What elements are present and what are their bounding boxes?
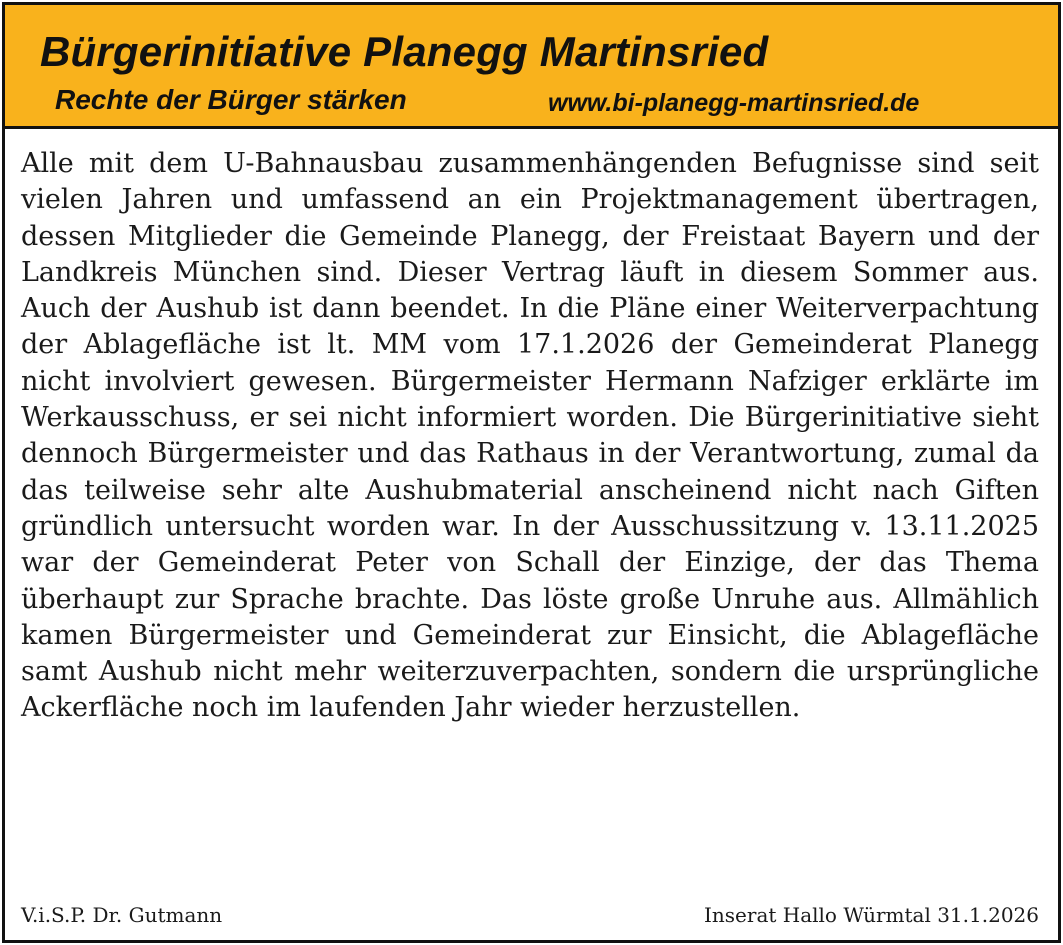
- publication-note: Inserat Hallo Würmtal 31.1.2026: [704, 903, 1039, 927]
- header-banner: [5, 5, 1058, 129]
- footer: [21, 900, 1039, 930]
- slogan: Rechte der Bürger stärken: [55, 84, 407, 115]
- article-body: Alle mit dem U-Bahnausbau zusammenhängenden Befugnisse sind seit vielen Jahren und umfassend an ein Projektmanagement übertragen, dessen Mitglieder die Gemeinde Planegg, der Freistaat Bayern und der Landkreis München sind. Dieser Vertrag läuft in diesem Sommer aus. Auch der Aushub ist dann beendet. In die Pläne einer Weiterverpachtung der Ablagefläche ist lt. MM vom 17.1.2026 der Gemeinderat Planegg nicht involviert gewesen. Bürgermeister Hermann Nafziger erklärte im Werkausschuss, er sei nicht informiert worden. Die Bürgerinitiative sieht dennoch Bürgermeister und das Rathaus in der Verantwortung, zumal da das teilweise sehr alte Aushubmaterial anscheinend nicht nach Giften gründlich untersucht worden war. In der Ausschussitzung v. 13.11.2025 war der Gemeinderat Peter von Schall der Einzige, der das Thema überhaupt zur Sprache brachte. Das löste große Unruhe aus. Allmählich kamen Bürgermeister und Gemeinderat zur Einsicht, die Ablagefläche samt Aushub nicht mehr weiterzuverpachten, sondern die ursprüngliche Ackerfläche noch im laufenden Jahr wieder herzustellen.: [21, 148, 1039, 724]
- website-address: www.bi-planegg-martinsried.de: [548, 89, 920, 117]
- organization-title: Bürgerinitiative Planegg Martinsried: [40, 28, 769, 75]
- responsible-person: V.i.S.P. Dr. Gutmann: [21, 903, 223, 927]
- advertisement-box: [2, 2, 1061, 943]
